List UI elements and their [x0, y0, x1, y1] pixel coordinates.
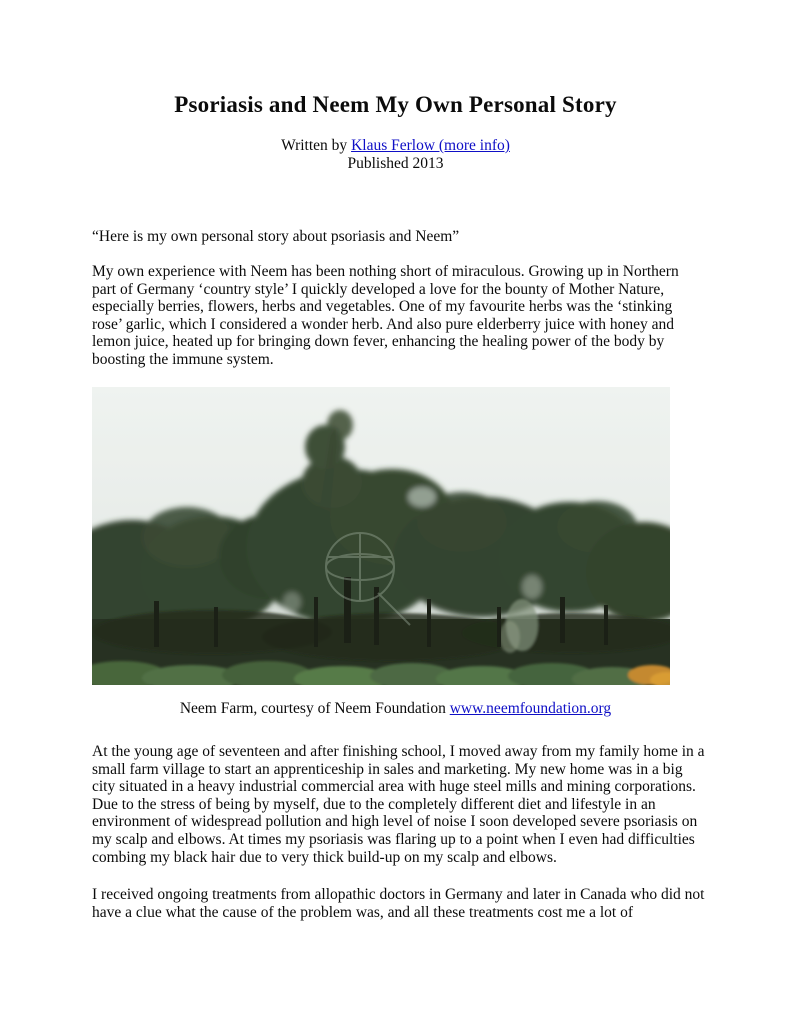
byline-prefix: Written by [281, 137, 352, 154]
photo-caption [0, 700, 791, 718]
photo-overlay [92, 387, 670, 685]
byline [0, 137, 791, 155]
author-more-info-link[interactable]: Klaus Ferlow (more info) [351, 137, 510, 154]
neemfoundation-link[interactable]: www.neemfoundation.org [449, 700, 612, 717]
paragraph-apprenticeship: At the young age of seventeen and after finishing school, I moved away from my family home in a small farm village to start an apprenticeship in sales and marketing. My new home was in a big city situated in a heavy industrial commercial area with huge steel mills and mining corporations. Due to the stress of being by myself, due to the completely different diet and lifestyle in an environment of widespread pollution and high level of noise I soon developed severe psoriasis on my scalp and elbows. At times my psoriasis was flaring up to a point when I even had difficulties combing my black hair due to very thick build-up on my scalp and elbows. [92, 743, 705, 866]
paragraph-treatments: I received ongoing treatments from allopathic doctors in Germany and later in Canada who did not have a clue what the cause of the problem was, and all these treatments cost me a lot of [92, 886, 705, 921]
neem-farm-photo [92, 387, 670, 685]
paragraph-experience: My own experience with Neem has been nothing short of miraculous. Growing up in Northern part of Germany ‘country style’ I quickly developed a love for the bounty of Mother Nature, especially berries, flowers, herbs and vegetables. One of my favourite herbs was the ‘stinking rose’ garlic, which I considered a wonder herb. And also pure elderberry juice with honey and lemon juice, heated up for bringing down fever, enhancing the healing power of the body by boosting the immune system. [92, 263, 679, 368]
page-title: Psoriasis and Neem My Own Personal Story [174, 92, 617, 117]
neem-farm-photo-graphic [92, 387, 670, 685]
caption-text: Neem Farm, courtesy of Neem Foundation [179, 700, 450, 717]
published-date: Published 2013 [347, 155, 444, 172]
opening-quote: “Here is my own personal story about psoriasis and Neem” [92, 228, 460, 245]
